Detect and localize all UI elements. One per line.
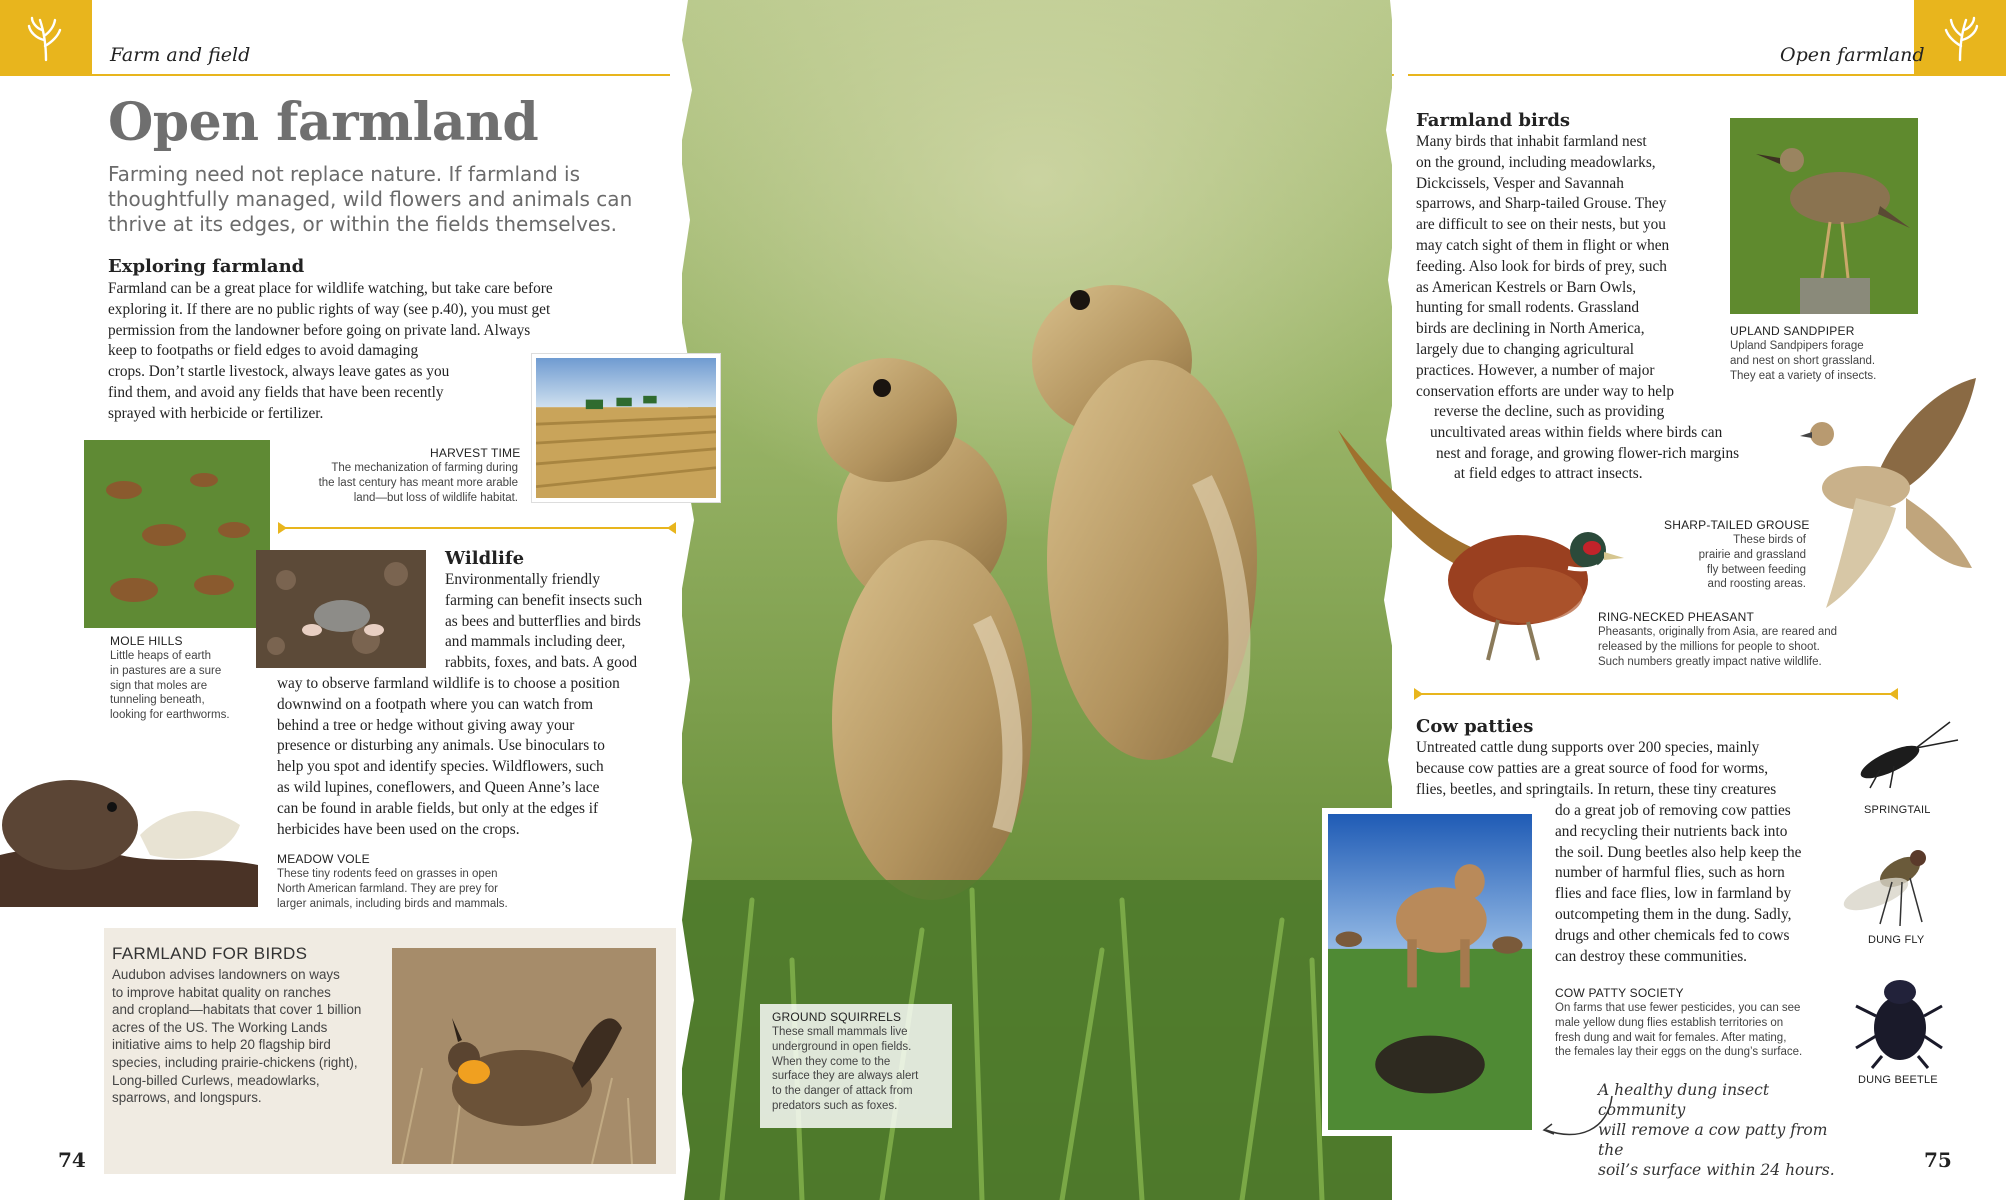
- harvest-caption-text: The mechanization of farming during the last century has meant more arable land—but loss of wildlife habitat.: [318, 462, 518, 504]
- ring-necked-pheasant-image: [1328, 420, 1638, 670]
- prairie-chicken-photo: [392, 948, 656, 1164]
- cow-photo: [1322, 808, 1538, 1136]
- farmland-for-birds-title: FARMLAND FOR BIRDS: [112, 944, 308, 963]
- cow-patties-text-top: Untreated cattle dung supports over 200 species, mainly because cow patties are a great source of food for worms, flies, beetles, and springtails. In return, these tiny creatures: [1416, 739, 1777, 798]
- springtail-image: [1850, 718, 1962, 792]
- cow-patties-text-bottom: do a great job of removing cow patties and recycling their nutrients back into the soil. Dung beetles also help keep the number of harmful flies, such as horn flies and face flies, low in farmland by outcompeting them in the dung. Sadly, drugs and other chemicals fed to cows can destroy these communities.: [1555, 802, 1802, 965]
- meadow-vole-photo: [0, 745, 258, 907]
- mole-hills-photo: [84, 440, 270, 628]
- left-page-number: 74: [58, 1148, 86, 1172]
- note-arrow-icon: [1538, 1090, 1618, 1146]
- cow-patty-society-text: On farms that use fewer pesticides, you can see male yellow dung flies establish territories on fresh dung and wait for females. After mating, the females lay their eggs on the dung’s surface.: [1555, 1002, 1803, 1059]
- harvest-caption-title: HARVEST TIME: [430, 446, 521, 460]
- page-title: Open farmland: [108, 92, 539, 153]
- farmland-birds-text-bottom: reverse the decline, such as providing uncultivated areas within fields where birds can nest and forage, and growing flower-rich margins at field edges to attract insects.: [1430, 403, 1740, 483]
- wildlife-heading: Wildlife: [445, 548, 525, 569]
- dung-insect-note: A healthy dung insect community will remove a cow patty from the soil’s surface within 24 hours.: [1598, 1081, 1835, 1179]
- springtail-label: SPRINGTAIL: [1864, 804, 1931, 816]
- exploring-text: Farmland can be a great place for wildlife watching, but take care before exploring it. If there are no public rights of way (see p.40), you must get permission from the landowner before going on private land. Always keep to footpaths or field edges to avoid damaging crops. Don’t startle livestock, always leave gates as you find them, and avoid any fields that have been recently sprayed with herbicide or fertilizer.: [108, 280, 553, 422]
- dung-fly-label: DUNG FLY: [1868, 934, 1925, 946]
- farmland-birds-heading: Farmland birds: [1416, 110, 1571, 131]
- ground-squirrels-caption-text: These small mammals live underground in open fields. When they come to the surface they are always alert to the danger of attack from predators such as foxes.: [772, 1026, 919, 1112]
- dung-fly-image: [1836, 838, 1946, 930]
- wheat-icon: [1936, 14, 1984, 62]
- harvest-photo: [532, 354, 720, 502]
- left-header-tab: [0, 0, 92, 76]
- meadow-vole-caption-text: These tiny rodents feed on grasses in open North American farmland. They are prey for larger animals, including birds and mammals.: [277, 868, 508, 910]
- farmland-birds-text-top: Many birds that inhabit farmland nest on the ground, including meadowlarks, Dickcissels, Vesper and Savannah sparrows, and Sharp-tailed Grouse. They are difficult to see on their nests, but you may catch sight of them in flight or when feeding. Also look for birds of prey, such as American Kestrels or Barn Owls, hunting for small rodents. Grassland birds are declining in North America, largely due to changing agricultural practices. However, a number of major conservation efforts are under way to help: [1416, 133, 1674, 400]
- grouse-caption-title: SHARP-TAILED GROUSE: [1664, 518, 1810, 532]
- left-divider: [280, 527, 674, 529]
- dung-beetle-image: [1852, 966, 1946, 1070]
- wildlife-text-bottom: way to observe farmland wildlife is to choose a position downwind on a footpath where you can watch from behind a tree or hedge without giving away your presence or disturbing any animals. Use binoculars to help you spot and identify species. Wildflowers, such as wild lupines, coneflowers, and Queen Anne’s lace can be found in arable fields, but only at the edges if herbicides have been used on the crops.: [277, 675, 620, 838]
- right-running-head: Open farmland: [1780, 44, 1925, 66]
- wheat-icon: [22, 14, 70, 62]
- mole-hills-caption-title: MOLE HILLS: [110, 634, 183, 648]
- cow-patties-heading: Cow patties: [1416, 716, 1534, 737]
- upland-sandpiper-caption-text: Upland Sandpipers forage and nest on short grassland. They eat a variety of insects.: [1730, 340, 1877, 382]
- pheasant-caption-title: RING-NECKED PHEASANT: [1598, 610, 1755, 624]
- right-header-tab: [1914, 0, 2006, 76]
- pheasant-caption-text: Pheasants, originally from Asia, are reared and released by the millions for people to shoot. Such numbers greatly impact native wildlife.: [1598, 626, 1838, 668]
- cow-patty-society-title: COW PATTY SOCIETY: [1555, 986, 1684, 1000]
- right-header-rule: [1392, 74, 1914, 76]
- right-page-number: 75: [1924, 1148, 1952, 1172]
- meadow-vole-caption-title: MEADOW VOLE: [277, 852, 370, 866]
- upland-sandpiper-caption-title: UPLAND SANDPIPER: [1730, 324, 1855, 338]
- wildlife-text-top: Environmentally friendly farming can benefit insects such as bees and butterflies and birds and mammals including deer, rabbits, foxes, and bats. A good: [445, 571, 643, 672]
- right-divider: [1416, 693, 1896, 695]
- exploring-heading: Exploring farmland: [108, 256, 305, 277]
- left-header-rule: [92, 74, 678, 76]
- intro-text: Farming need not replace nature. If farmland is thoughtfully managed, wild flowers and animals can thrive at its edges, or within the fields themselves.: [108, 162, 633, 236]
- farmland-for-birds-text: Audubon advises landowners on ways to improve habitat quality on ranches and cropland—habitats that cover 1 billion acres of the US. The Working Lands initiative aims to help 20 flagship bird species, including prairie-chickens (right), Long-billed Curlews, meadowlarks, sparrows, and longspurs.: [112, 967, 362, 1106]
- upland-sandpiper-photo: [1730, 118, 1918, 314]
- left-running-head: Farm and field: [110, 44, 251, 66]
- grouse-caption-text: These birds of prairie and grassland fly between feeding and roosting areas.: [1698, 534, 1806, 591]
- mole-hills-caption-text: Little heaps of earth in pastures are a sure sign that moles are tunneling beneath, looking for earthworms.: [110, 650, 230, 722]
- mole-photo: [256, 550, 426, 668]
- sharp-tailed-grouse-image: [1786, 368, 1982, 616]
- ground-squirrels-caption-title: GROUND SQUIRRELS: [772, 1010, 902, 1024]
- dung-beetle-label: DUNG BEETLE: [1858, 1074, 1938, 1086]
